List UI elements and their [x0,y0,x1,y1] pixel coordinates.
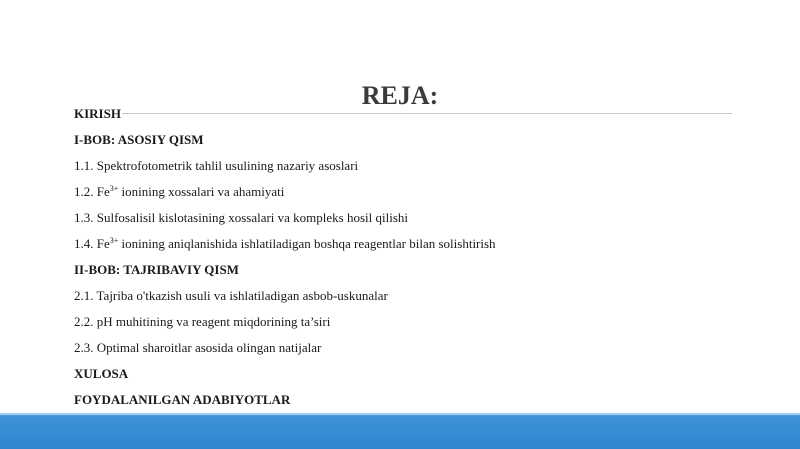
toc-item-2-2 [74,314,754,340]
toc-item-text: 2.1. Tajriba o'tkazish usuli va ishlatiladigan asbob-uskunalar [74,288,388,303]
toc-item-text: 2.2. pH muhitining va reagent miqdorining ta’siri [74,314,331,329]
toc-item-text: FOYDALANILGAN ADABIYOTLAR [74,392,291,407]
table-of-contents [74,106,754,418]
toc-item-text: KIRISH [74,106,121,121]
toc-item-superscript: 3+ [109,236,119,245]
toc-item-1-1 [74,158,754,184]
toc-item-kirish [74,106,754,132]
toc-item-text: 1.1. Spektrofotometrik tahlil usulining nazariy asoslari [74,158,359,173]
toc-item-1-3 [74,210,754,236]
toc-item-text: I-BOB: ASOSIY QISM [74,132,204,147]
footer-bar [0,413,800,449]
toc-item-prefix: 1.4. Fe [74,236,110,251]
toc-item-text: II-BOB: TAJRIBAVIY QISM [74,262,239,277]
toc-item-suffix: ionining aniqlanishida ishlatiladigan boshqa reagentlar bilan solishtirish [118,236,496,251]
toc-item-chapter-1 [74,132,754,158]
footer-highlight [0,413,800,415]
toc-item-xulosa [74,366,754,392]
toc-item-2-3 [74,340,754,366]
toc-item-text: 1.3. Sulfosalisil kislotasining xossalari va kompleks hosil qilishi [74,210,409,225]
toc-item-prefix: 1.2. Fe [74,184,110,199]
toc-item-2-1 [74,288,754,314]
slide-title: REJA: [361,81,439,110]
toc-item-superscript: 3+ [109,184,119,193]
toc-item-chapter-2 [74,262,754,288]
toc-item-suffix: ionining xossalari va ahamiyati [118,184,285,199]
toc-item-1-4 [74,236,754,262]
toc-item-1-2 [74,184,754,210]
toc-item-text: 2.3. Optimal sharoitlar asosida olingan natijalar [74,340,322,355]
toc-item-text: XULOSA [74,366,129,381]
